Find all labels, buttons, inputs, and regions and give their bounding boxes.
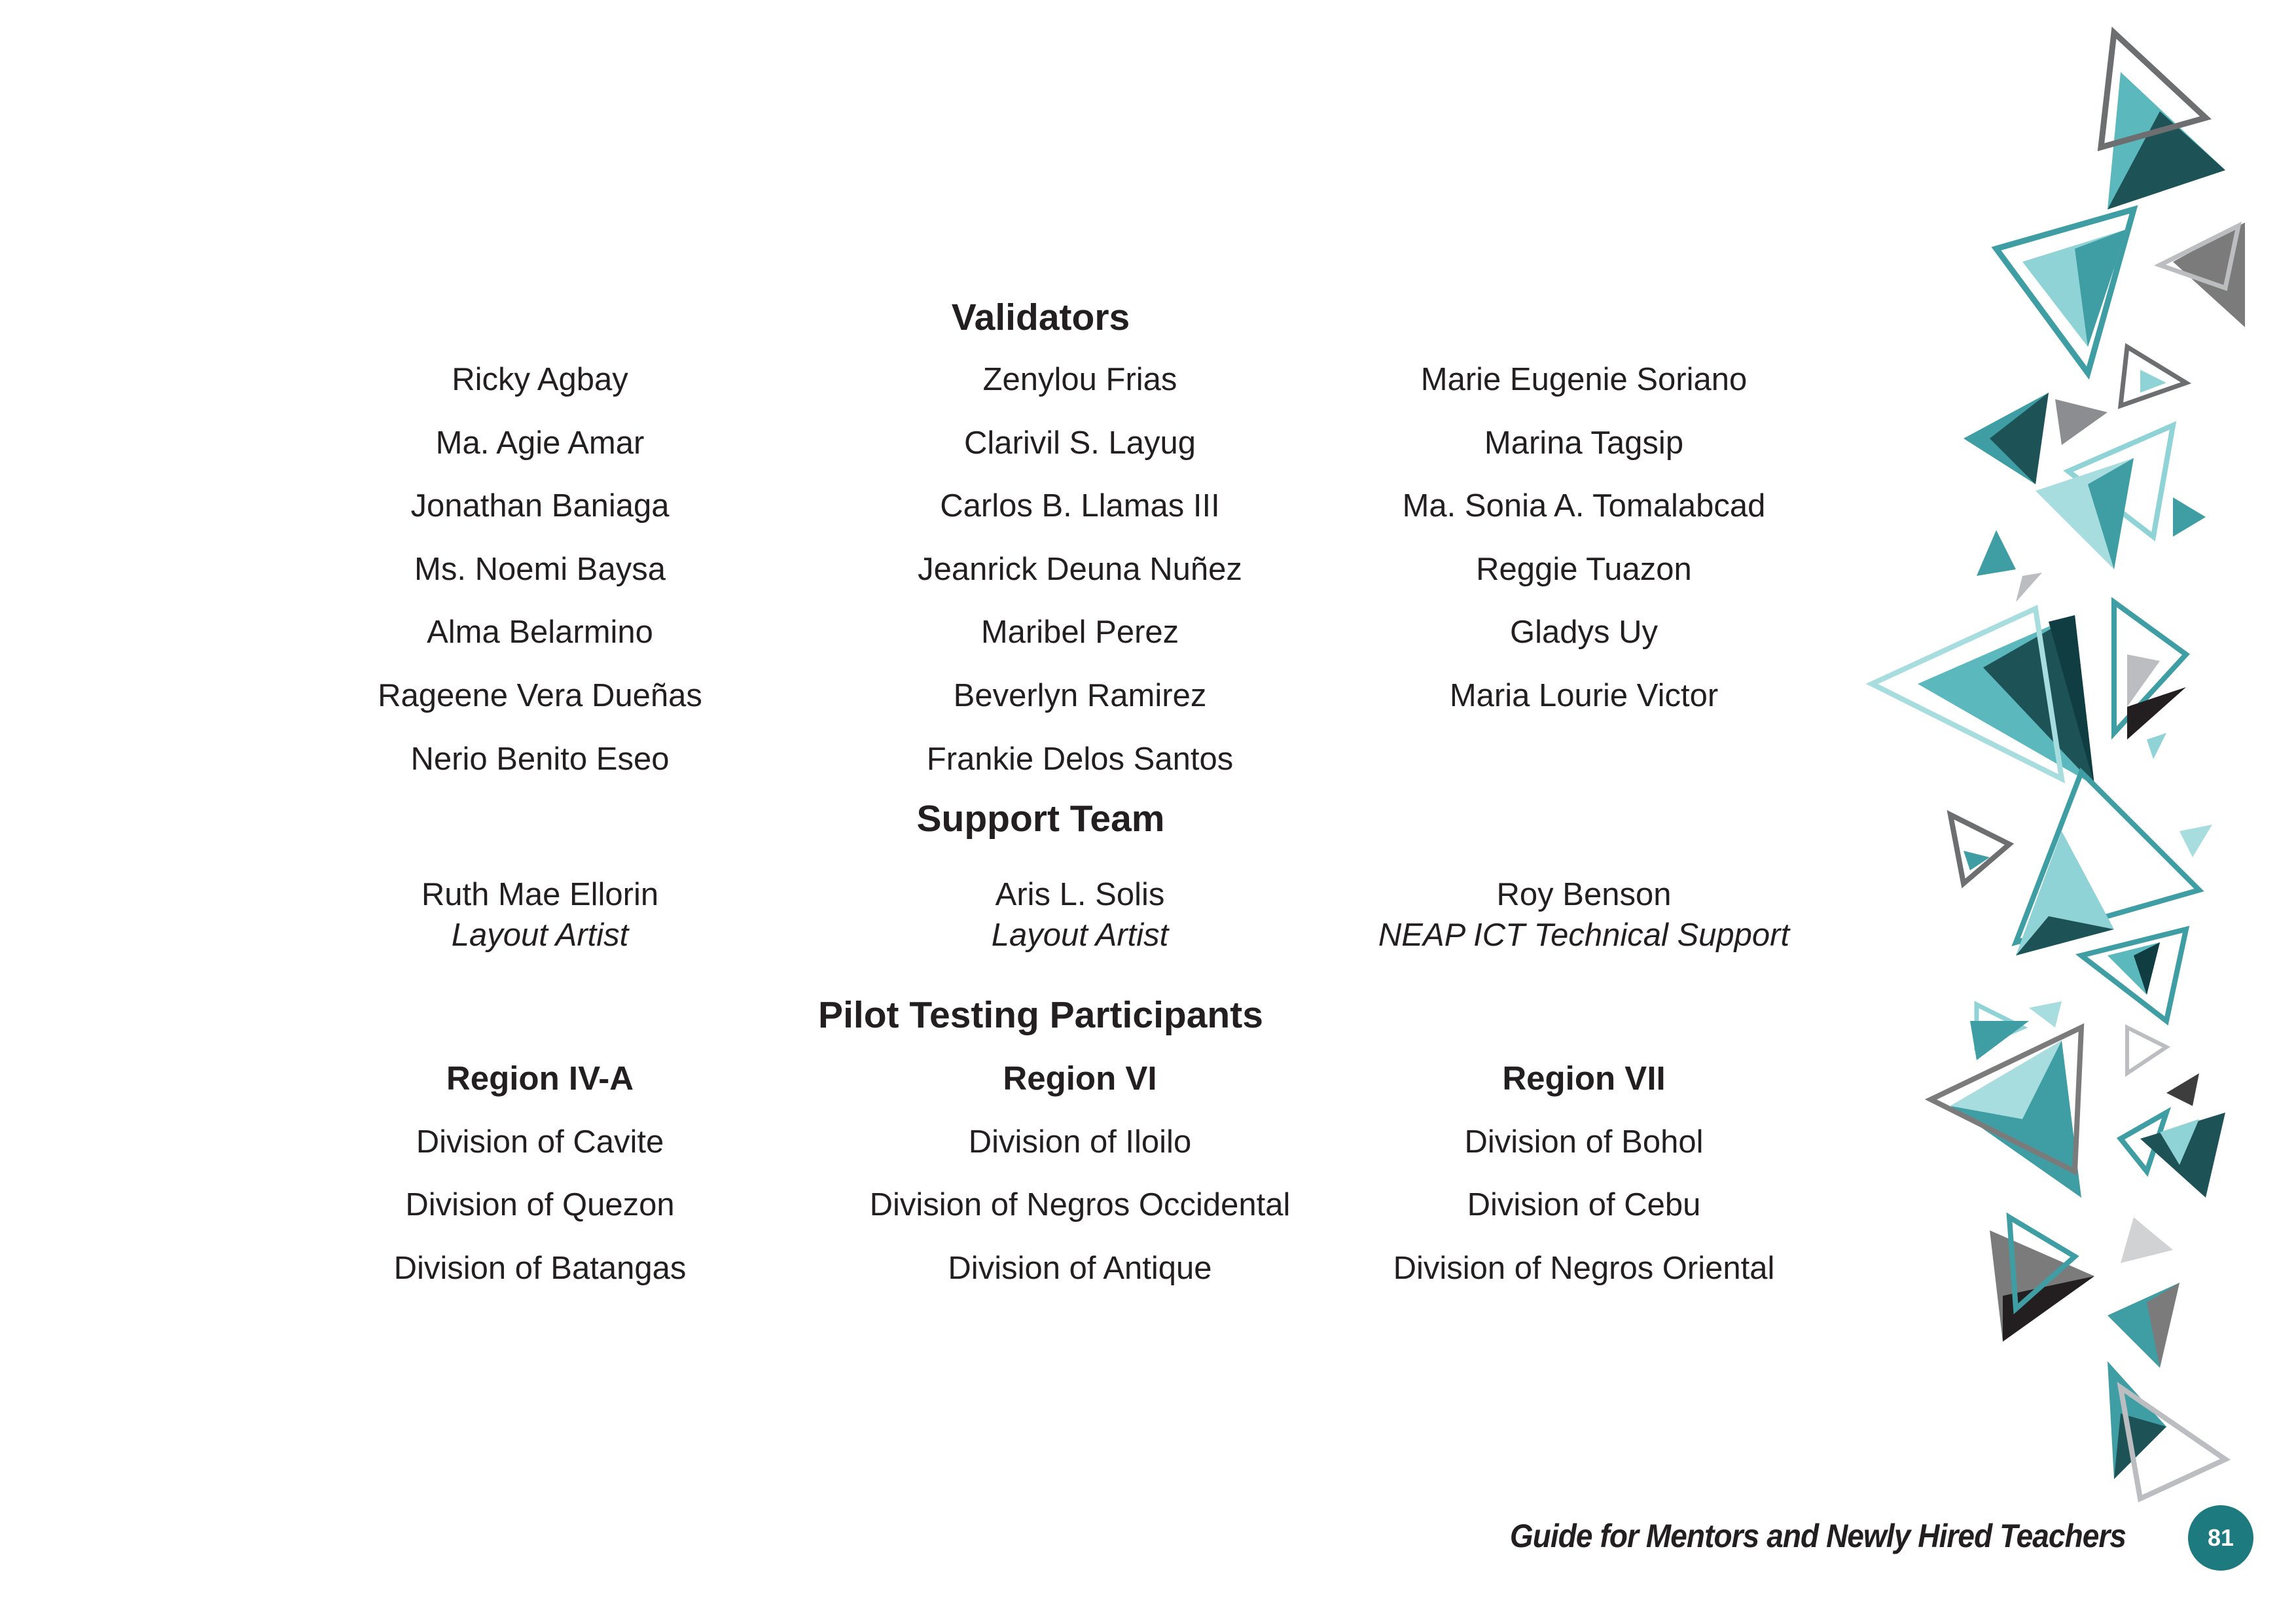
triangle-shape bbox=[2173, 497, 2206, 537]
support-member-name: Aris L. Solis bbox=[995, 877, 1165, 912]
validators-column-2 bbox=[818, 348, 1342, 791]
triangle-shape bbox=[2166, 1073, 2199, 1106]
validator-name: Marie Eugenie Soriano bbox=[1420, 362, 1748, 397]
triangle-shape bbox=[1977, 530, 2016, 576]
validator-name: Jonathan Baniaga bbox=[410, 488, 670, 524]
validator-name: Reggie Tuazon bbox=[1476, 551, 1692, 587]
division-name: Division of Batangas bbox=[393, 1250, 687, 1286]
validator-name: Carlos B. Llamas III bbox=[940, 488, 1220, 524]
division-name: Division of Antique bbox=[948, 1250, 1212, 1286]
validator-name: Ma. Sonia A. Tomalabcad bbox=[1402, 488, 1766, 524]
region-name: Region VII bbox=[1502, 1060, 1666, 1097]
validators-heading: Validators bbox=[951, 296, 1130, 338]
triangle-shape bbox=[2127, 687, 2186, 740]
support-member-role: Layout Artist bbox=[991, 918, 1169, 953]
division-name: Division of Cavite bbox=[416, 1124, 664, 1160]
validator-name: Frankie Delos Santos bbox=[926, 741, 1234, 777]
division-name: Division of Iloilo bbox=[968, 1124, 1192, 1160]
triangle-shape bbox=[2016, 573, 2042, 602]
validators-column-3 bbox=[1322, 348, 1846, 728]
footer-title: Guide for Mentors and Newly Hired Teachers bbox=[1509, 1518, 2126, 1554]
validator-name: Ma. Agie Amar bbox=[435, 425, 645, 461]
support-member bbox=[818, 874, 1342, 955]
pilot-testing-heading: Pilot Testing Participants bbox=[818, 994, 1263, 1036]
division-name: Division of Cebu bbox=[1467, 1187, 1701, 1223]
validator-name: Clarivil S. Layug bbox=[963, 425, 1196, 461]
triangle-shape bbox=[2179, 825, 2212, 857]
validator-name: Ricky Agbay bbox=[452, 362, 628, 397]
validator-name: Zenylou Frias bbox=[982, 362, 1177, 397]
region-name: Region VI bbox=[1003, 1060, 1157, 1097]
support-member-name: Ruth Mae Ellorin bbox=[421, 877, 659, 912]
support-member bbox=[1322, 874, 1846, 955]
support-member-role: NEAP ICT Technical Support bbox=[1378, 918, 1790, 953]
decorative-triangles bbox=[1859, 0, 2278, 1525]
support-team-heading: Support Team bbox=[916, 798, 1165, 840]
validator-name: Maribel Perez bbox=[980, 615, 1179, 651]
division-name: Division of Bohol bbox=[1464, 1124, 1704, 1160]
validators-column-1 bbox=[278, 348, 802, 791]
triangle-shape bbox=[2029, 1001, 2062, 1027]
validator-name: Marina Tagsip bbox=[1484, 425, 1684, 461]
division-name: Division of Quezon bbox=[405, 1187, 675, 1223]
triangle-shape bbox=[1950, 815, 2009, 883]
triangle-shape bbox=[2127, 1027, 2166, 1073]
page-number-badge: 81 bbox=[2188, 1505, 2253, 1571]
validator-name: Alma Belarmino bbox=[427, 615, 653, 651]
triangle-shape bbox=[2121, 1217, 2173, 1263]
region-column bbox=[818, 1047, 1342, 1300]
validator-name: Jeanrick Deuna Nuñez bbox=[918, 551, 1242, 587]
triangle-shape bbox=[2055, 399, 2108, 445]
validator-name: Ms. Noemi Baysa bbox=[414, 551, 666, 587]
support-member-role: Layout Artist bbox=[451, 918, 629, 953]
validator-name: Maria Lourie Victor bbox=[1449, 677, 1719, 713]
validator-name: Beverlyn Ramirez bbox=[953, 677, 1207, 713]
triangle-shape bbox=[2147, 733, 2166, 759]
support-member bbox=[278, 874, 802, 955]
region-column bbox=[1322, 1047, 1846, 1300]
support-member-name: Roy Benson bbox=[1496, 877, 1672, 912]
validator-name: Nerio Benito Eseo bbox=[410, 741, 670, 777]
division-name: Division of Negros Oriental bbox=[1393, 1250, 1775, 1286]
region-column bbox=[278, 1047, 802, 1300]
validator-name: Gladys Uy bbox=[1509, 615, 1658, 651]
validator-name: Rageene Vera Dueñas bbox=[378, 677, 702, 713]
region-name: Region IV-A bbox=[446, 1060, 634, 1097]
division-name: Division of Negros Occidental bbox=[869, 1187, 1291, 1223]
